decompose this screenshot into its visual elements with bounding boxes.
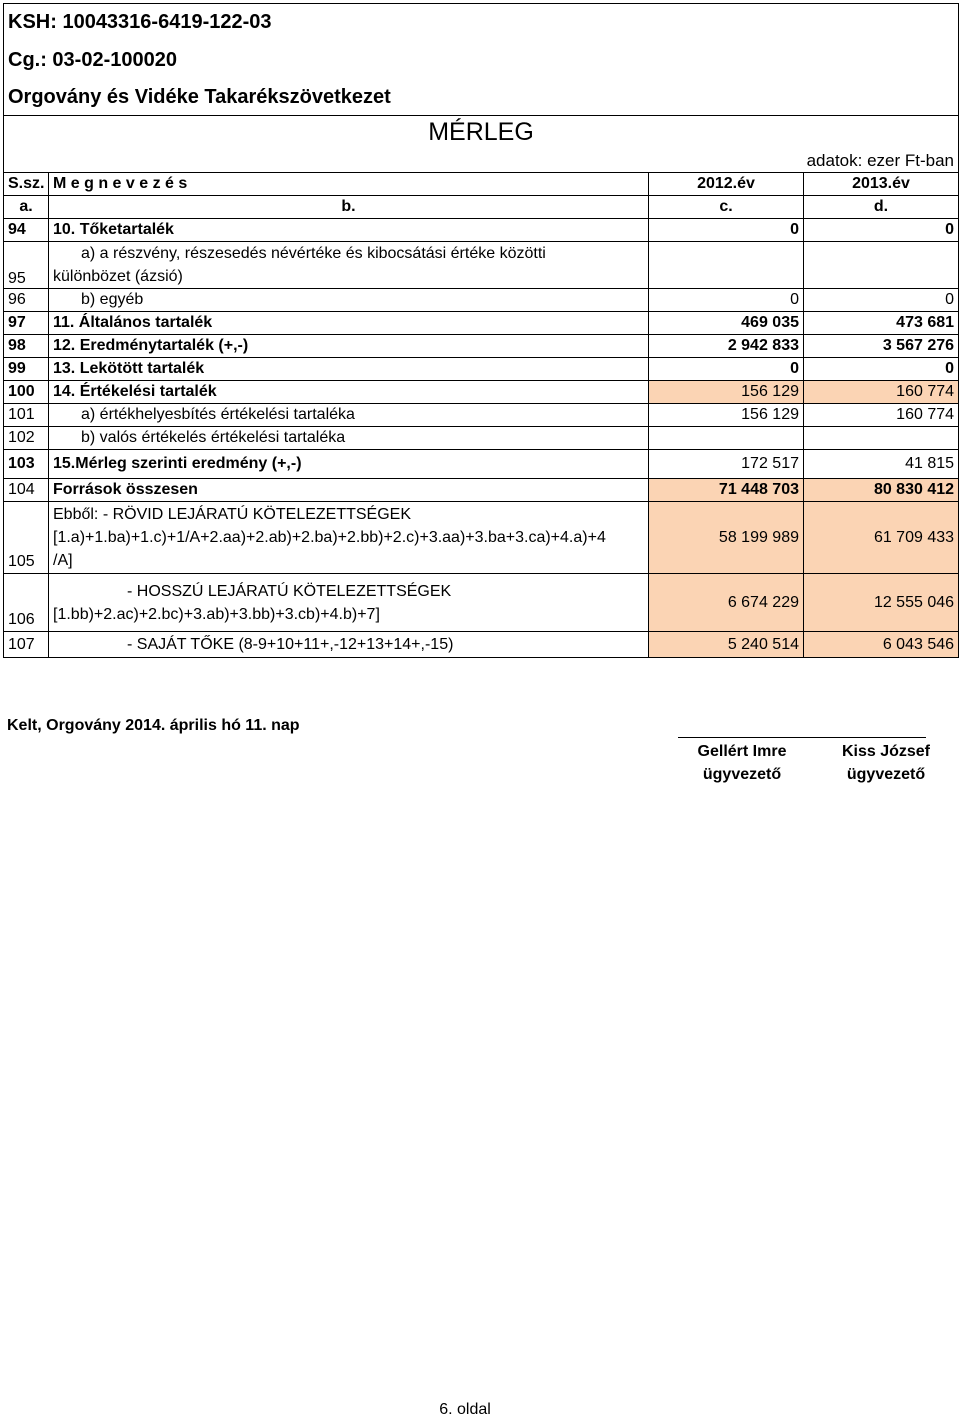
row-name: b) egyéb [49, 289, 649, 312]
row-ssz: 107 [4, 632, 49, 658]
row-value-2012: 156 129 [649, 404, 804, 427]
table-row [4, 312, 959, 335]
row-value-2012 [649, 427, 804, 450]
row-name: 11. Általános tartalék [49, 312, 649, 335]
table-row [4, 404, 959, 427]
row-name [49, 502, 649, 574]
row-name: Források összesen [49, 479, 649, 502]
row-value-2012: 2 942 833 [649, 335, 804, 358]
row-value-2013 [804, 242, 959, 289]
table-row [4, 335, 959, 358]
col-letter-a: a. [4, 196, 49, 219]
report-title: MÉRLEG [4, 116, 959, 150]
row-ssz: 100 [4, 381, 49, 404]
table-row [4, 219, 959, 242]
ksh-number: KSH: 10043316-6419-122-03 [4, 4, 959, 42]
row-ssz: 99 [4, 358, 49, 381]
signer-1-role: ügyvezető [702, 766, 782, 783]
col-name: M e g n e v e z é s [49, 173, 649, 196]
table-row [4, 381, 959, 404]
table-row [4, 479, 959, 502]
table-row [4, 632, 959, 658]
row-name: 13. Lekötött tartalék [49, 358, 649, 381]
row-value-2012: 0 [649, 219, 804, 242]
row-name-line2: [1.bb)+2.ac)+2.bc)+3.ab)+3.bb)+3.cb)+4.b)+7] [53, 605, 380, 623]
column-letter-row [4, 196, 959, 219]
table-row [4, 502, 959, 574]
row-ssz: 102 [4, 427, 49, 450]
signature-line [678, 737, 926, 738]
row-value-2012: 58 199 989 [649, 502, 804, 574]
col-2013: 2013.év [804, 173, 959, 196]
row-name-line1: - HOSSZÚ LEJÁRATÚ KÖTELEZETTSÉGEK [127, 582, 452, 600]
row-ssz: 98 [4, 335, 49, 358]
row-ssz: 94 [4, 219, 49, 242]
row-name-line2: különbözet (ázsió) [53, 268, 183, 285]
row-value-2012: 5 240 514 [649, 632, 804, 658]
row-name: b) valós értékelés értékelési tartaléka [49, 427, 649, 450]
row-value-2013: 160 774 [804, 404, 959, 427]
signer-2-role: ügyvezető [846, 766, 926, 783]
row-name: a) értékhelyesbítés értékelési tartaléka [49, 404, 649, 427]
row-name: 15.Mérleg szerinti eredmény (+,-) [49, 450, 649, 479]
table-row [4, 242, 959, 289]
table-row [4, 427, 959, 450]
row-value-2012: 172 517 [649, 450, 804, 479]
row-value-2012: 71 448 703 [649, 479, 804, 502]
row-name-line2: [1.a)+1.ba)+1.c)+1/A+2.aa)+2.ab)+2.ba)+2.bb)+2.c)+3.aa)+3.ba+3.ca)+4.a)+4 [53, 529, 606, 546]
row-ssz: 105 [4, 502, 49, 574]
row-value-2013: 80 830 412 [804, 479, 959, 502]
units-note: adatok: ezer Ft-ban [4, 150, 959, 173]
row-value-2013: 473 681 [804, 312, 959, 335]
row-ssz: 101 [4, 404, 49, 427]
signer-1 [672, 740, 812, 786]
row-ssz: 95 [4, 242, 49, 289]
signer-2 [818, 740, 954, 786]
row-name [49, 242, 649, 289]
row-value-2013: 41 815 [804, 450, 959, 479]
row-ssz: 103 [4, 450, 49, 479]
table-row [4, 574, 959, 632]
date-line: Kelt, Orgovány 2014. április hó 11. nap [7, 717, 300, 734]
row-ssz: 104 [4, 479, 49, 502]
row-name: 14. Értékelési tartalék [49, 381, 649, 404]
balance-sheet-table [3, 3, 959, 658]
row-value-2013: 0 [804, 219, 959, 242]
col-ssz: S.sz. [4, 173, 49, 196]
row-ssz: 97 [4, 312, 49, 335]
row-value-2012: 469 035 [649, 312, 804, 335]
cg-number: Cg.: 03-02-100020 [4, 42, 959, 80]
row-value-2013: 3 567 276 [804, 335, 959, 358]
row-value-2013: 0 [804, 289, 959, 312]
row-value-2012: 156 129 [649, 381, 804, 404]
col-letter-d: d. [804, 196, 959, 219]
row-ssz: 106 [4, 574, 49, 632]
row-value-2013 [804, 427, 959, 450]
row-name-line1: a) a részvény, részesedés névértéke és kibocsátási értéke közötti [81, 245, 546, 262]
row-value-2013: 12 555 046 [804, 574, 959, 632]
table-row [4, 289, 959, 312]
row-value-2012: 0 [649, 358, 804, 381]
column-header-row [4, 173, 959, 196]
col-letter-c: c. [649, 196, 804, 219]
row-value-2012: 0 [649, 289, 804, 312]
page-number: 6. oldal [439, 1401, 491, 1418]
row-name: - SAJÁT TŐKE (8-9+10+11+,-12+13+14+,-15) [49, 632, 649, 658]
col-2012: 2012.év [649, 173, 804, 196]
row-name-line3: /A] [53, 552, 73, 569]
row-name: 12. Eredménytartalék (+,-) [49, 335, 649, 358]
row-ssz: 96 [4, 289, 49, 312]
row-value-2012 [649, 242, 804, 289]
row-name [49, 574, 649, 632]
col-letter-b: b. [49, 196, 649, 219]
table-row [4, 450, 959, 479]
row-value-2013: 0 [804, 358, 959, 381]
signer-1-name: Gellért Imre [697, 743, 787, 760]
organization-name: Orgovány és Vidéke Takarékszövetkezet [4, 80, 959, 116]
row-value-2013: 61 709 433 [804, 502, 959, 574]
signer-2-name: Kiss József [841, 743, 931, 760]
row-value-2012: 6 674 229 [649, 574, 804, 632]
table-row [4, 358, 959, 381]
row-value-2013: 160 774 [804, 381, 959, 404]
row-name-line1: Ebből: - RÖVID LEJÁRATÚ KÖTELEZETTSÉGEK [53, 506, 412, 523]
row-value-2013: 6 043 546 [804, 632, 959, 658]
row-name: 10. Tőketartalék [49, 219, 649, 242]
